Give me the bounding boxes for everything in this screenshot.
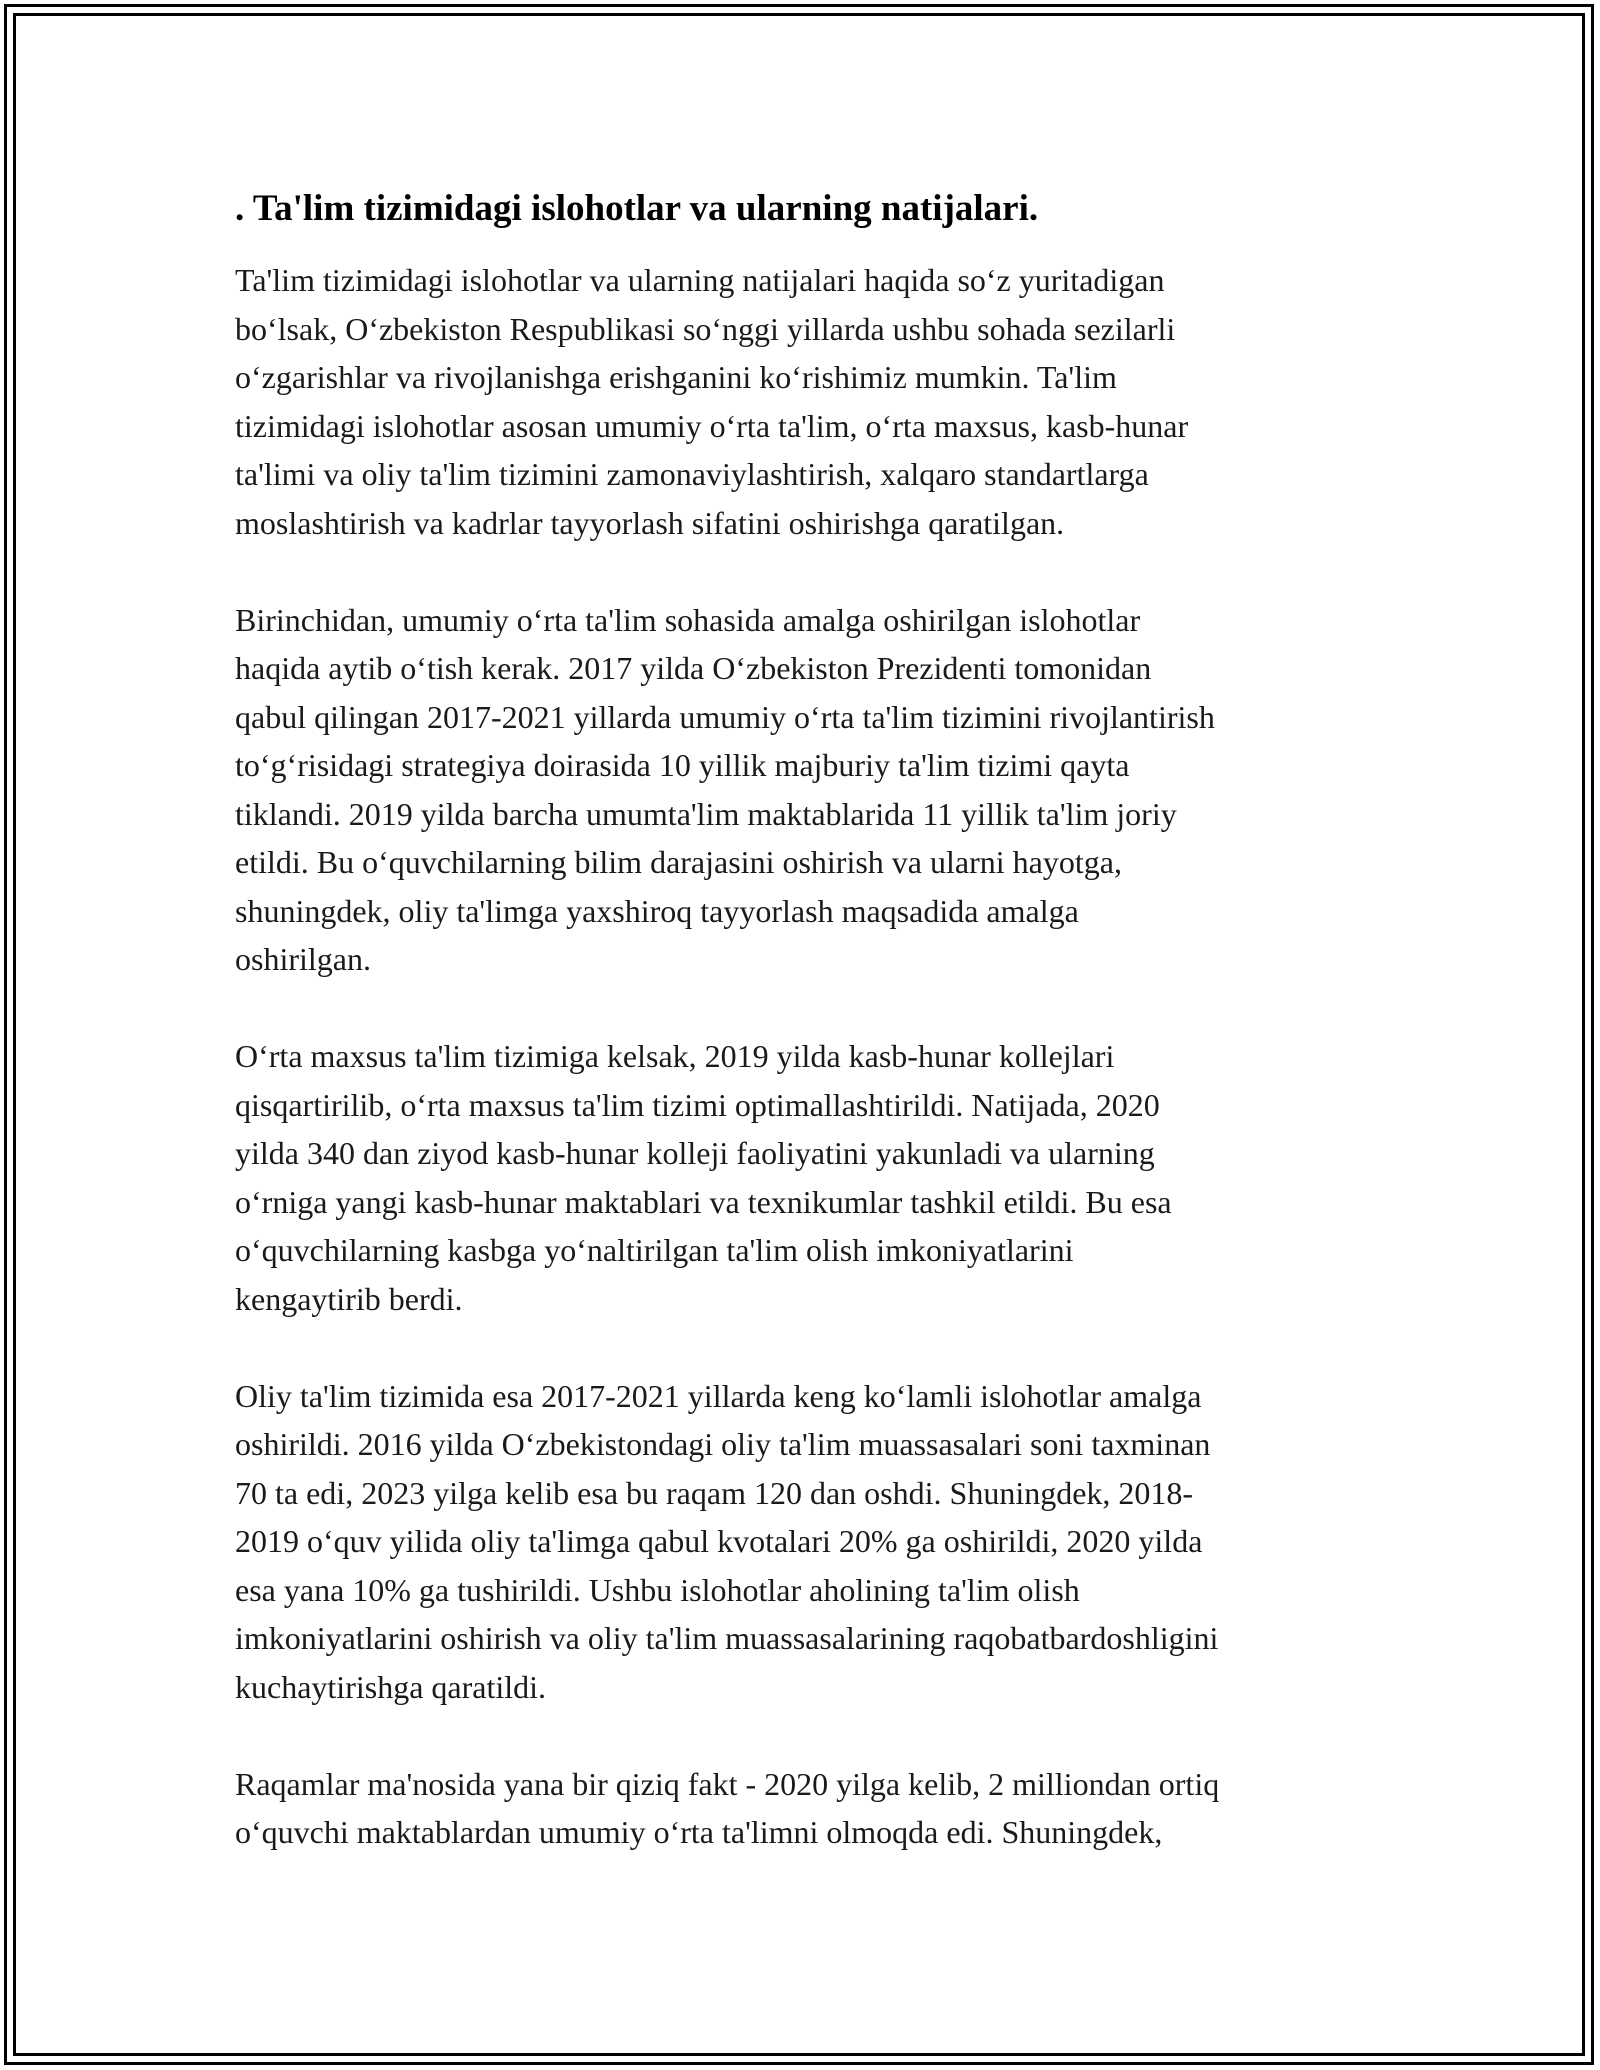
text-line: o‘zgarishlar va rivojlanishga erishganini ko‘rishimiz mumkin. Ta'lim — [235, 359, 1117, 395]
text-line: to‘g‘risidagi strategiya doirasida 10 yillik majburiy ta'lim tizimi qayta — [235, 747, 1130, 783]
text-line: 2019 o‘quv yilida oliy ta'limga qabul kvotalari 20% ga oshirildi, 2020 yilda — [235, 1523, 1203, 1559]
paragraph-general-secondary — [235, 596, 1365, 984]
text-line: esa yana 10% ga tushirildi. Ushbu islohotlar aholining ta'lim olish — [235, 1571, 1080, 1608]
text-line: tiklandi. 2019 yilda barcha umumta'lim maktablarida 11 yillik ta'lim joriy — [235, 795, 1177, 832]
text-line: Birinchidan, umumiy o‘rta ta'lim sohasida amalga oshirilgan islohotlar — [235, 601, 1141, 638]
text-line: oshirildi. 2016 yilda O‘zbekistondagi oliy ta'lim muassasalari soni taxminan — [235, 1426, 1211, 1462]
text-line: kengaytirib berdi. — [235, 1280, 463, 1317]
text-line: o‘rniga yangi kasb-hunar maktablari va texnikumlar tashkil etildi. Bu esa — [235, 1183, 1172, 1220]
document-title: . Ta'lim tizimidagi islohotlar va ularning natijalari. — [235, 188, 1039, 229]
paragraph-intro — [235, 256, 1365, 547]
paragraph-higher-education — [235, 1372, 1365, 1712]
text-line: yilda 340 dan ziyod kasb-hunar kolleji faoliyatini yakunladi va ularning — [235, 1135, 1155, 1171]
text-line: imkoniyatlarini oshirish va oliy ta'lim muassasalarining raqobatbardoshligini — [235, 1620, 1219, 1656]
text-line: tizimidagi islohotlar asosan umumiy o‘rta ta'lim, o‘rta maxsus, kasb-hunar — [235, 407, 1189, 444]
text-line: qisqartirilib, o‘rta maxsus ta'lim tizimi optimallashtirildi. Natijada, 2020 — [235, 1086, 1160, 1123]
text-line: Raqamlar ma'nosida yana bir qiziq fakt - 2020 yilga kelib, 2 milliondan ortiq — [235, 1765, 1220, 1802]
text-line: oshirilgan. — [235, 941, 371, 977]
text-line: Ta'lim tizimidagi islohotlar va ularning natijalari haqida so‘z yuritadigan — [235, 262, 1165, 298]
text-line: qabul qilingan 2017-2021 yillarda umumiy o‘rta ta'lim tizimini rivojlantirish — [235, 698, 1215, 735]
text-line: O‘rta maxsus ta'lim tizimiga kelsak, 2019 yilda kasb-hunar kollejlari — [235, 1038, 1115, 1074]
text-line: etildi. Bu o‘quvchilarning bilim darajasini oshirish va ularni hayotga, — [235, 844, 1122, 880]
text-line: shuningdek, oliy ta'limga yaxshiroq tayyorlash maqsadida amalga — [235, 892, 1079, 929]
text-line: o‘quvchilarning kasbga yo‘naltirilgan ta'lim olish imkoniyatlarini — [235, 1232, 1074, 1268]
text-line: ta'limi va oliy ta'lim tizimini zamonaviylashtirish, xalqaro standartlarga — [235, 456, 1149, 492]
text-line: Oliy ta'lim tizimida esa 2017-2021 yillarda keng ko‘lamli islohotlar amalga — [235, 1377, 1202, 1414]
text-line: 70 ta edi, 2023 yilga kelib esa bu raqam 120 dan oshdi. Shuningdek, 2018- — [235, 1474, 1194, 1511]
text-line: haqida aytib o‘tish kerak. 2017 yilda O‘zbekiston Prezidenti tomonidan — [235, 650, 1152, 686]
text-line: moslashtirish va kadrlar tayyorlash sifatini oshirishga qaratilgan. — [235, 504, 1065, 541]
paragraph-vocational — [235, 1032, 1365, 1323]
text-line: o‘quvchi maktablardan umumiy o‘rta ta'limni olmoqda edi. Shuningdek, — [235, 1814, 1163, 1850]
text-line: bo‘lsak, O‘zbekiston Respublikasi so‘nggi yillarda ushbu sohada sezilarli — [235, 310, 1176, 347]
paragraph-figures — [235, 1760, 1365, 1857]
text-line: kuchaytirishga qaratildi. — [235, 1668, 547, 1705]
document-body — [235, 186, 1365, 1905]
